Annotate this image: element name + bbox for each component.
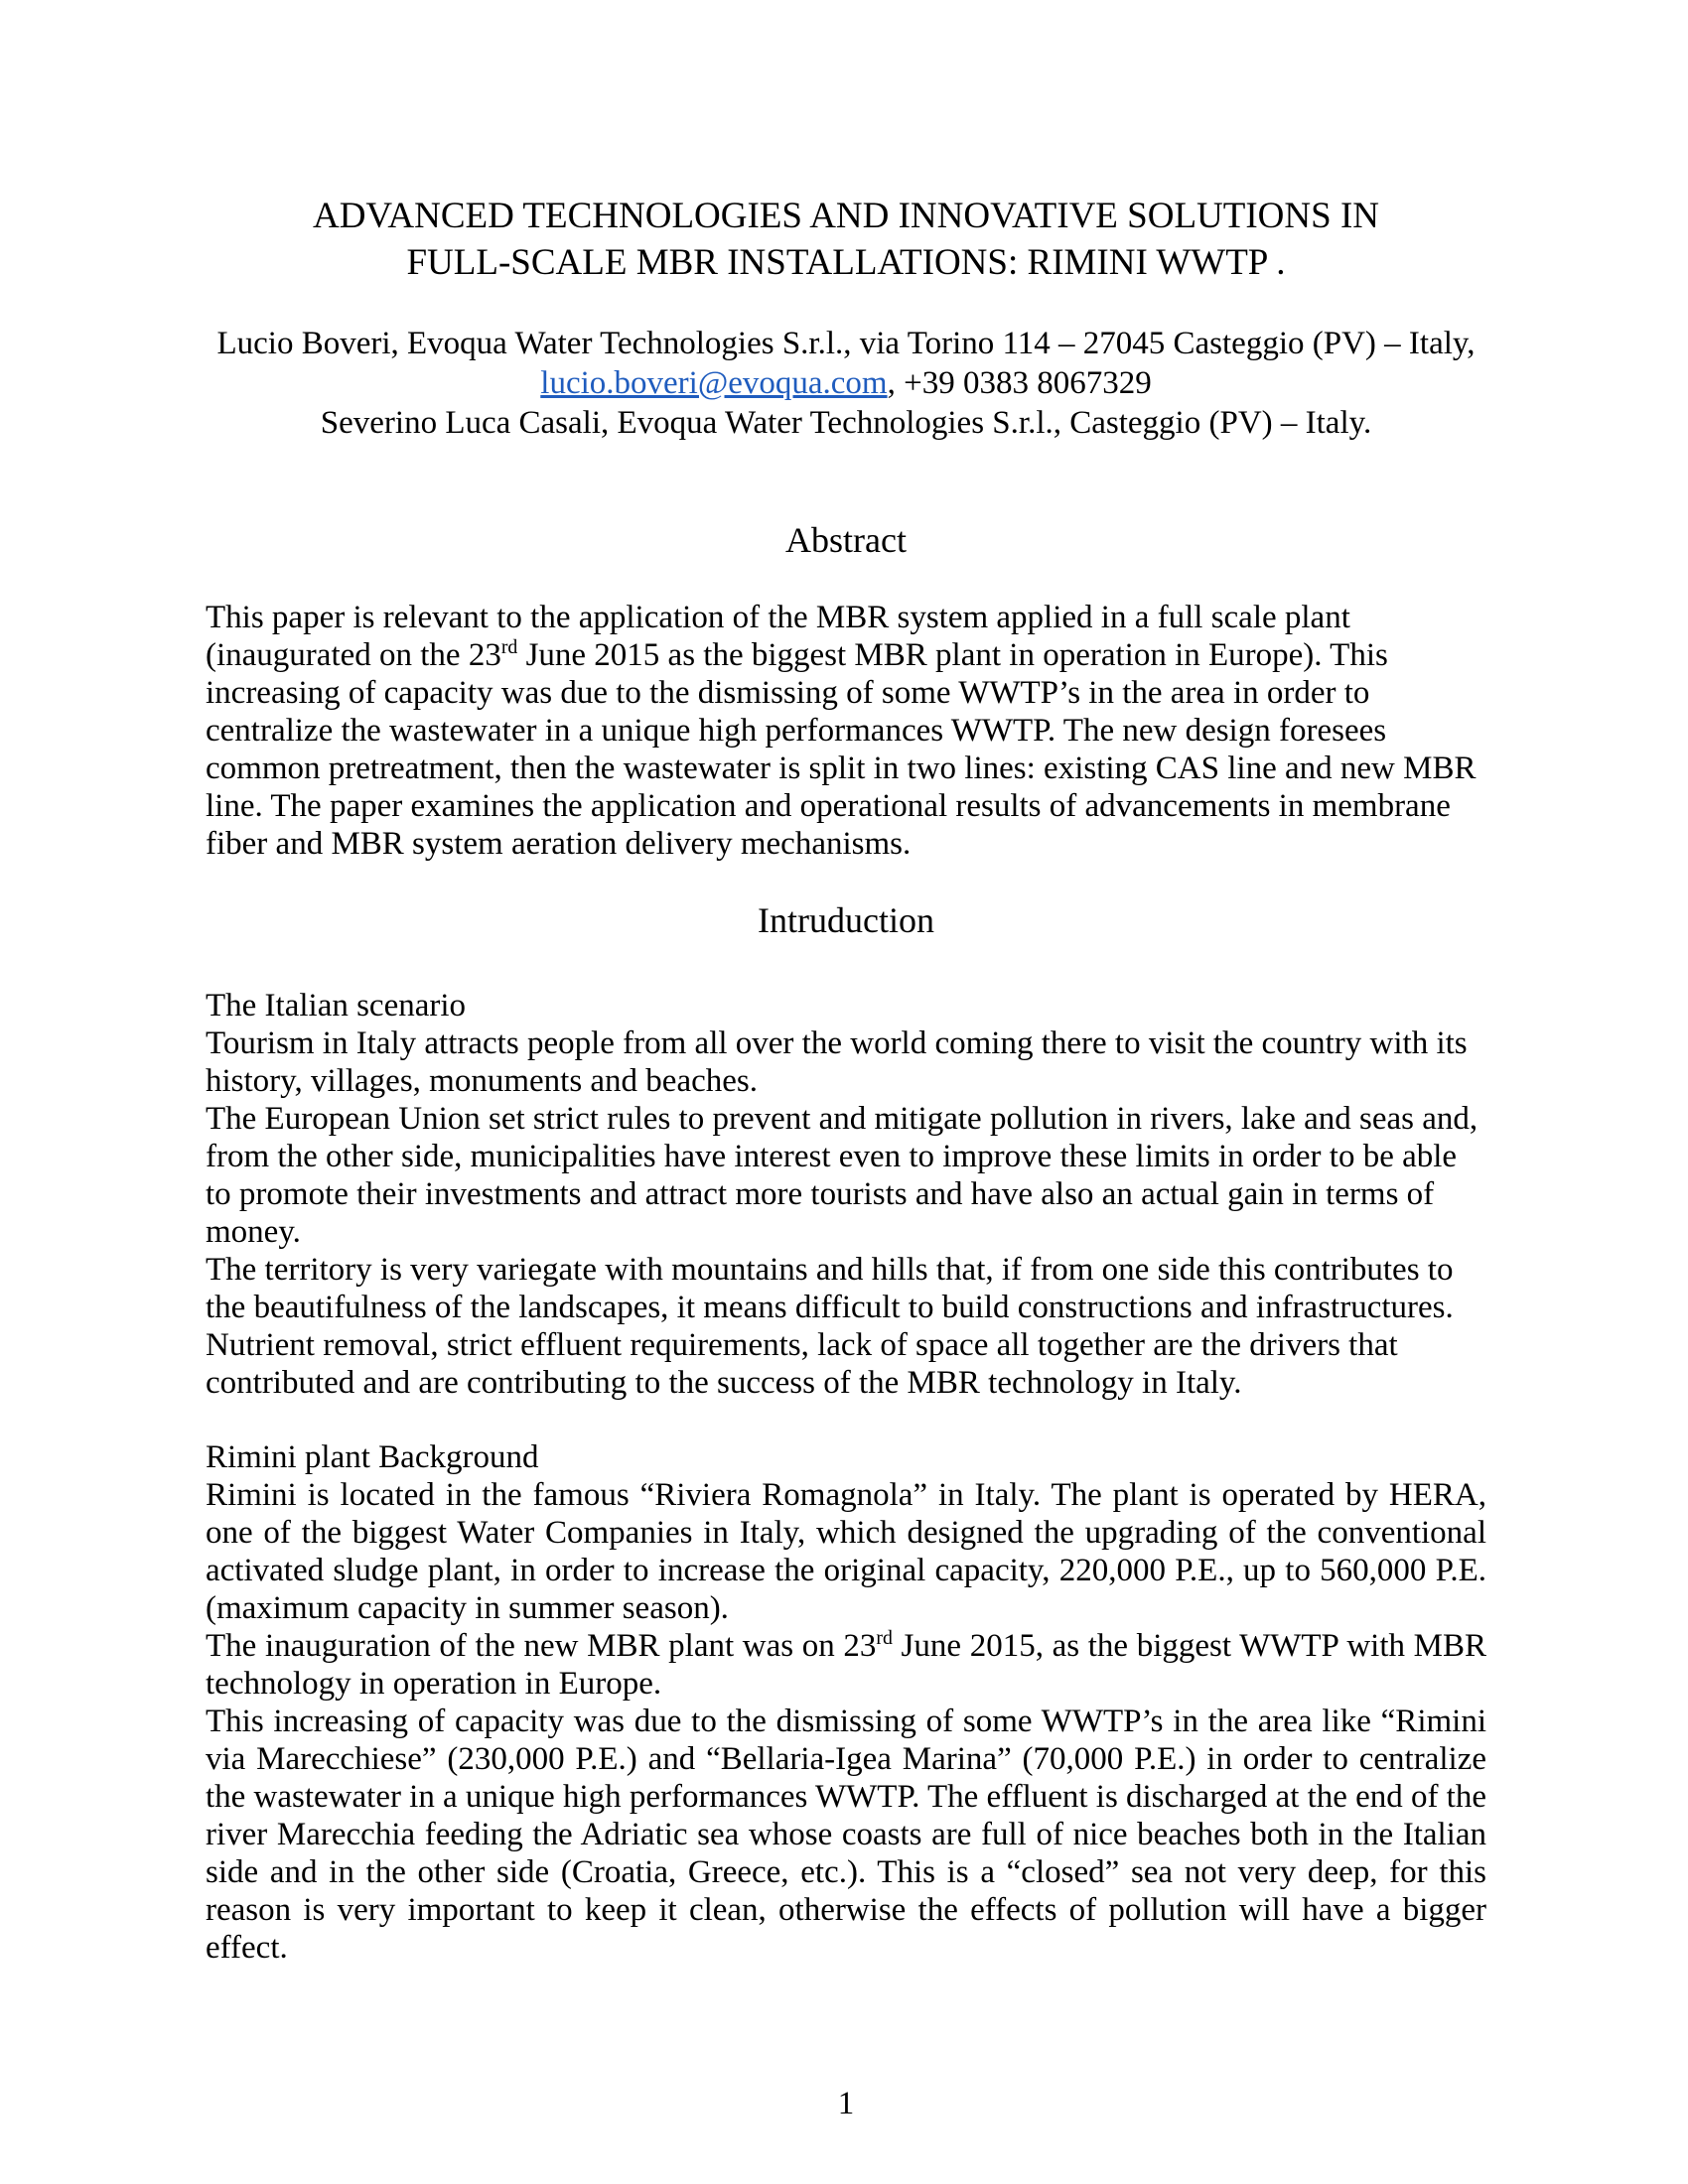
author-contact-line (206, 363, 1486, 403)
paper-title (206, 193, 1486, 286)
text-line: Tourism in Italy attracts people from all over the world coming there to visit the country with its (206, 1025, 1468, 1061)
text-line: This paper is relevant to the application of the MBR system applied in a full scale plant (206, 600, 1350, 635)
text-line: The Italian scenario (206, 988, 467, 1024)
paragraph (206, 987, 1486, 1402)
page-content (206, 0, 1486, 2122)
paper-title-line-1: ADVANCED TECHNOLOGIES AND INNOVATIVE SOLUTIONS IN (312, 196, 1379, 236)
author-affiliation-line-1: Lucio Boveri, Evoqua Water Technologies S.r.l., via Torino 114 – 27045 Casteggio (PV) – Italy, (216, 326, 1476, 361)
page-number: 1 (837, 2086, 855, 2121)
author-affiliation-line-2: Severino Luca Casali, Evoqua Water Technologies S.r.l., Casteggio (PV) – Italy. (320, 405, 1372, 441)
paragraph (206, 599, 1486, 863)
text-line: Rimini plant Background (206, 1439, 539, 1475)
paragraph (206, 1438, 1486, 1967)
text-line: side and in the other side (Croatia, Greece, etc.). This is a “closed” sea not very deep, for this (206, 1854, 1486, 1890)
text-line: common pretreatment, then the wastewater is split in two lines: existing CAS line and new MBR (206, 751, 1477, 786)
text-line: river Marecchia feeding the Adriatic sea whose coasts are full of nice beaches both in the Italian (206, 1817, 1486, 1852)
text-line: activated sludge plant, in order to increase the original capacity, 220,000 P.E., up to 560,000 P.E. (206, 1553, 1486, 1588)
text-line: from the other side, municipalities have interest even to improve these limits in order to be able (206, 1139, 1458, 1174)
email-link[interactable]: lucio.boveri@evoqua.com (540, 365, 888, 401)
page-footer (206, 2085, 1486, 2122)
text-line: one of the biggest Water Companies in Italy, which designed the upgrading of the conventional (206, 1515, 1486, 1551)
text-line: increasing of capacity was due to the dismissing of some WWTP’s in the area in order to (206, 675, 1370, 711)
text-line: The inauguration of the new MBR plant was on 23rd June 2015, as the biggest WWTP with MBR (206, 1627, 1487, 1664)
text-line: Nutrient removal, strict effluent requirements, lack of space all together are the drivers that (206, 1327, 1398, 1363)
superscript-text: rd (500, 636, 518, 658)
text-line: history, villages, monuments and beaches. (206, 1063, 758, 1099)
paper-title-line-2: FULL-SCALE MBR INSTALLATIONS: RIMINI WWTP . (406, 242, 1286, 283)
text-line: The European Union set strict rules to prevent and mitigate pollution in rivers, lake and seas and, (206, 1101, 1478, 1137)
phone-text: , +39 0383 8067329 (887, 365, 1152, 401)
text-line: reason is very important to keep it clean, otherwise the effects of pollution will have a bigger effect. (206, 1892, 1486, 1966)
text-line: (maximum capacity in summer season). (206, 1590, 729, 1626)
text-line: (inaugurated on the 23rd June 2015 as the biggest MBR plant in operation in Europe). This (206, 636, 1388, 673)
text-line: money. (206, 1214, 301, 1250)
text-line: centralize the wastewater in a unique high performances WWTP. The new design foresees (206, 713, 1387, 749)
superscript-text: rd (876, 1627, 893, 1649)
document-body (206, 518, 1486, 1967)
text-line: via Marecchiese” (230,000 P.E.) and “Bellaria-Igea Marina” (70,000 P.E.) in order to centralize (206, 1741, 1486, 1777)
section-heading: Intruduction (758, 900, 934, 940)
text-line: fiber and MBR system aeration delivery mechanisms. (206, 826, 912, 862)
text-line: the wastewater in a unique high performances WWTP. The effluent is discharged at the end of the (206, 1779, 1486, 1815)
text-line: The territory is very variegate with mountains and hills that, if from one side this contributes to (206, 1252, 1454, 1288)
text-line: line. The paper examines the application and operational results of advancements in membrane (206, 788, 1451, 824)
text-line: technology in operation in Europe. (206, 1666, 662, 1702)
text-line: contributed and are contributing to the success of the MBR technology in Italy. (206, 1365, 1242, 1401)
text-line: Rimini is located in the famous “Riviera Romagnola” in Italy. The plant is operated by HERA, (206, 1477, 1486, 1513)
section-heading: Abstract (785, 520, 907, 560)
text-line: This increasing of capacity was due to the dismissing of some WWTP’s in the area like “Rimini (206, 1704, 1486, 1739)
text-line: the beautifulness of the landscapes, it means difficult to build constructions and infrastructures. (206, 1290, 1454, 1325)
text-line: to promote their investments and attract more tourists and have also an actual gain in terms of (206, 1176, 1435, 1212)
authors-block (206, 324, 1486, 443)
